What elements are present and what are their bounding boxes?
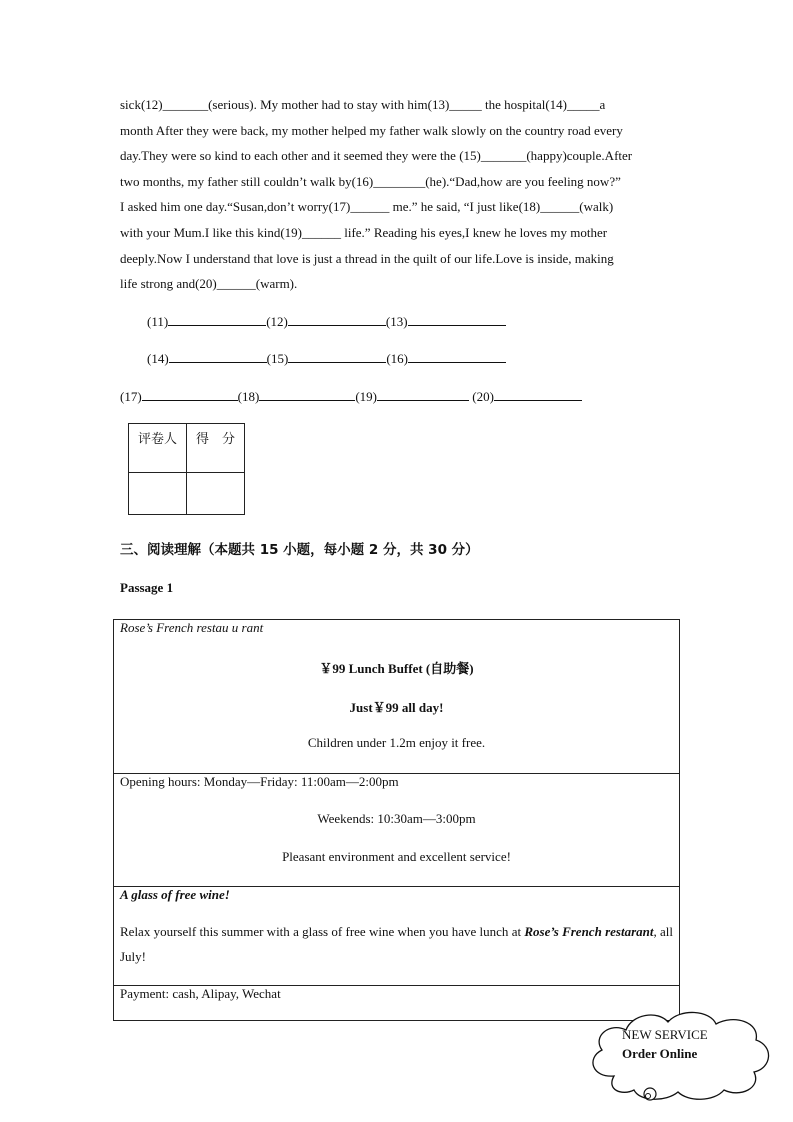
answer-blank-17[interactable] [142,388,238,401]
answer-blank-20[interactable] [494,388,582,401]
cloze-line: two months, my father still couldn’t walk by(16)________(he).“Dad,how are you feeling now?” [120,173,621,189]
answer-blank-19[interactable] [377,388,469,401]
passage-label: Passage 1 [120,580,174,595]
restaurant-ad [113,619,680,1021]
answer-blank-15[interactable] [288,350,386,363]
wine-title: A glass of free wine! [120,887,230,902]
answer-label: (20) [472,389,494,404]
answer-label: (14) [147,351,169,366]
cloze-line: life strong and(20)______(warm). [120,276,298,292]
hours-weekend: Weekends: 10:30am—3:00pm [317,811,476,826]
wine-text-name2: restarant [605,924,654,939]
cloze-line: I asked him one day.“Susan,don’t worry(17)______ me.” he said, “I just like(18)______(walk) [120,199,614,215]
answer-blank-16[interactable] [408,350,506,363]
cloze-line: month After they were back, my mother helped my father walk slowly on the country road every [120,122,623,138]
payment-line: Payment: cash, Alipay, Wechat [120,986,281,1001]
answer-blank-12[interactable] [288,313,386,326]
cloze-paragraph [120,92,676,297]
buffet-title: ￥99 Lunch Buffet (自助餐) [319,661,474,676]
cloze-line: deeply.Now I understand that love is just a thread in the quilt of our life.Love is inside, making [120,250,614,266]
answer-row-2 [147,350,506,367]
cloud-line-1: NEW SERVICE [622,1027,708,1042]
answer-label: (18) [237,389,260,404]
answer-label: (15) [266,351,289,366]
children-note: Children under 1.2m enjoy it free. [307,735,486,750]
answer-label: (13) [385,314,408,329]
service-note: Pleasant environment and excellent service! [282,849,511,864]
section-title: 三、阅读理解（本题共 15 小题，每小题 2 分，共 30 分） [120,542,479,558]
grader-table [128,423,245,515]
cloze-line: with your Mum.I like this kind(19)______ life.” Reading his eyes,I knew he loves my mother [120,224,608,240]
answer-label: (19) [355,389,378,404]
grader-reviewer-label: 评卷人 [129,424,187,473]
answer-blank-13[interactable] [408,313,506,326]
answer-row-1 [147,313,506,330]
answer-label: (17) [120,389,142,404]
wine-text [120,919,673,969]
grader-score-label: 得 分 [187,424,245,473]
price-line: Just￥99 all day! [349,700,444,715]
answer-row-3 [120,388,582,405]
answer-blank-18[interactable] [259,388,355,401]
answer-label: (16) [386,351,409,366]
cloze-line: day.They were so kind to each other and it seemed they were the (15)_______(happy)couple.After [120,148,633,164]
wine-text-2: , all July! [120,924,674,964]
ad-cell-wine [114,887,679,986]
answer-label: (11) [147,314,169,329]
grader-score-cell[interactable] [187,473,245,515]
answer-blank-14[interactable] [169,350,267,363]
wine-text-name1: Rose’s French [524,924,602,939]
grader-reviewer-cell[interactable] [129,473,187,515]
ad-cell-buffet [114,620,679,774]
cloze-line: sick(12)_______(serious). My mother had to stay with him(13)_____ the hospital(14)_____a [120,97,606,112]
hours-weekday: Opening hours: Monday—Friday: 11:00am—2:00pm [120,774,399,789]
restaurant-name: Rose’s French restau u rant [120,620,264,635]
ad-cell-hours [114,774,679,887]
answer-blank-11[interactable] [168,313,266,326]
wine-text-1: Relax yourself this summer with a glass of free wine when you have lunch at [120,924,522,939]
cloud-line-2[interactable]: Order Online [622,1046,698,1061]
answer-label: (12) [266,314,288,329]
